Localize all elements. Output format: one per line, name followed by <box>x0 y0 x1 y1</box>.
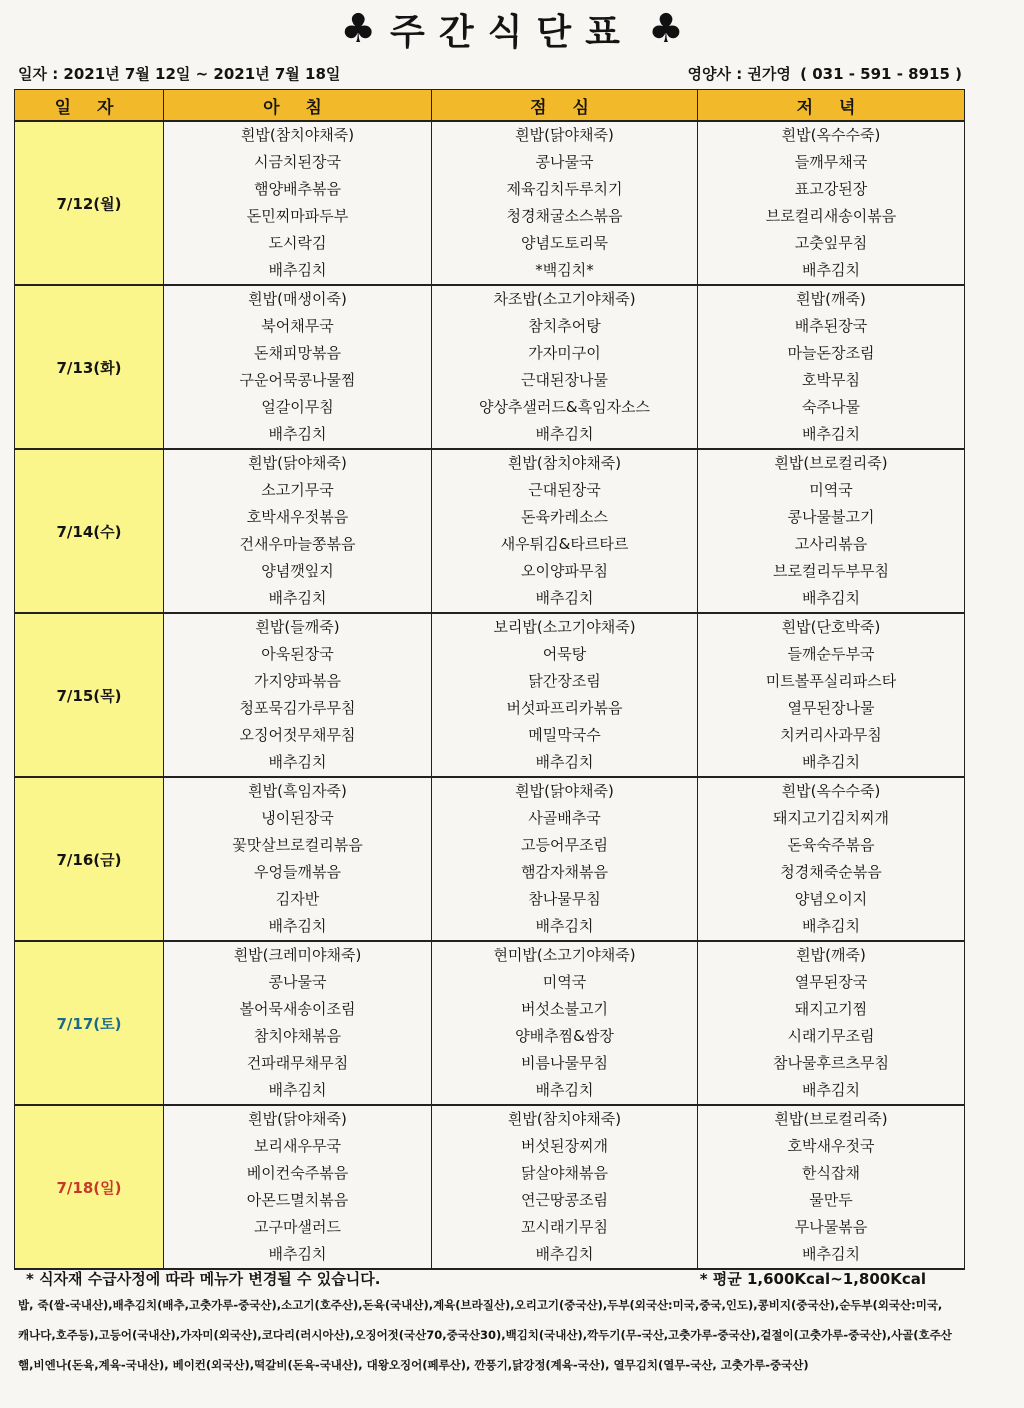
menu-item: 꼬시래기무침 <box>521 1218 608 1236</box>
origin-line: 밥, 죽(쌀-국내산),배추김치(배추,고춧가루-중국산),소고기(호주산),돈육(국내산),계육(브라질산),오리고기(중국산),두부(외국산:미국,중국,인도),콩비지(중국산),순두부(외국산:미국, <box>18 1298 943 1312</box>
menu-item: 흰밥(옥수수죽) <box>781 126 881 144</box>
menu-item: 참나물후르츠무침 <box>773 1054 889 1072</box>
menu-item: 배추김치 <box>535 753 594 771</box>
menu-item: 참치야채볶음 <box>254 1027 341 1045</box>
menu-item: 미역국 <box>809 481 853 499</box>
page-title: 주간식단표 <box>390 11 634 53</box>
menu-item: 한식잡채 <box>802 1164 860 1182</box>
dinner-cell <box>698 1105 965 1269</box>
day-row <box>15 613 965 777</box>
menu-item: 현미밥(소고기야채죽) <box>493 946 636 964</box>
menu-item: 숙주나물 <box>802 398 860 416</box>
header-dinner: 저 녁 <box>698 90 965 122</box>
dinner-cell <box>698 941 965 1105</box>
day-row <box>15 449 965 613</box>
menu-item: 돼지고기김치찌개 <box>773 809 889 827</box>
breakfast-cell <box>164 121 432 285</box>
menu-item: 흰밥(닭야채죽) <box>515 782 614 800</box>
menu-item: 고춧잎무침 <box>794 234 868 252</box>
menu-item: 참치추어탕 <box>528 317 601 335</box>
menu-item: 청경채굴소스볶음 <box>506 207 623 225</box>
breakfast-list <box>164 942 431 1104</box>
header-date: 일 자 <box>15 90 164 122</box>
menu-item: 호박무침 <box>802 371 860 389</box>
menu-item: 들깨무채국 <box>794 153 868 171</box>
dinner-list <box>698 286 964 448</box>
title-row <box>0 4 1024 54</box>
menu-item: 버섯된장찌개 <box>521 1137 608 1155</box>
menu-item: 오이양파무침 <box>521 562 608 580</box>
menu-item: 얼갈이무침 <box>261 398 334 416</box>
day-date: 7/17(토) <box>15 941 164 1105</box>
menu-item: 청경채죽순볶음 <box>780 863 882 881</box>
menu-item: 배추김치 <box>268 753 327 771</box>
header-breakfast: 아 침 <box>164 90 432 122</box>
dinner-list <box>698 450 964 612</box>
menu-item: 시래기무조림 <box>787 1027 875 1045</box>
lunch-cell <box>432 121 698 285</box>
menu-item: 열무된장국 <box>794 973 868 991</box>
menu-item: 어묵탕 <box>542 645 587 663</box>
menu-item: 근대된장국 <box>528 481 601 499</box>
menu-item: 돈채피망볶음 <box>254 344 341 362</box>
menu-item: 건새우마늘쫑볶음 <box>239 535 356 553</box>
breakfast-list <box>164 614 431 776</box>
menu-item: 양배추찜&쌈장 <box>515 1027 614 1045</box>
dietitian-label: 영양사 : 권가영 <box>687 64 791 83</box>
menu-item: 배추김치 <box>802 917 860 935</box>
origin-line: 햄,비엔나(돈육,계육-국내산), 베이컨(외국산),떡갈비(돈육-국내산), 대왕오징어(페루산), 깐풍기,닭강정(계육-국산), 열무김치(열무-국산, 고춧가루-중국산) <box>18 1358 809 1372</box>
menu-item: 햄감자채볶음 <box>521 863 608 881</box>
menu-item: 오징어젓무채무침 <box>239 726 356 744</box>
menu-item: 배추김치 <box>268 425 327 443</box>
menu-item: 배추김치 <box>802 753 860 771</box>
header-lunch: 점 심 <box>432 90 698 122</box>
menu-item: 돈육카레소스 <box>521 508 608 526</box>
club-icon: ♣ <box>340 6 377 52</box>
menu-item: 비름나물무침 <box>521 1054 608 1072</box>
menu-item: 김자반 <box>275 890 320 908</box>
breakfast-list <box>164 286 431 448</box>
dinner-list <box>698 1106 964 1268</box>
dinner-cell <box>698 121 965 285</box>
dinner-cell <box>698 449 965 613</box>
lunch-list <box>432 614 697 776</box>
breakfast-cell <box>164 941 432 1105</box>
menu-item: 들깨순두부국 <box>787 645 875 663</box>
menu-item: 배추김치 <box>802 425 860 443</box>
menu-item: 배추김치 <box>802 589 860 607</box>
notes-row <box>26 1266 926 1290</box>
menu-item: 보리새우무국 <box>254 1137 341 1155</box>
menu-item: 흰밥(브로컬리죽) <box>774 1110 888 1128</box>
day-date: 7/12(월) <box>15 121 164 285</box>
day-date: 7/14(수) <box>15 449 164 613</box>
calorie-note: * 평균 1,600Kcal~1,800Kcal <box>699 1269 926 1288</box>
lunch-list <box>432 1106 697 1268</box>
menu-item: 메밀막국수 <box>528 726 601 744</box>
dinner-list <box>698 614 964 776</box>
menu-item: 배추김치 <box>802 1081 860 1099</box>
menu-item: 열무된장나물 <box>787 699 875 717</box>
day-row <box>15 121 965 285</box>
menu-item: 버섯소불고기 <box>521 1000 608 1018</box>
menu-item: 아욱된장국 <box>261 645 334 663</box>
menu-item: 흰밥(단호박죽) <box>781 618 881 636</box>
menu-item: 흰밥(브로컬리죽) <box>774 454 888 472</box>
origin-line: 캐나다,호주등),고등어(국내산),가자미(외국산),코다리(러시아산),오징어젓(국산70,중국산30),백김치(국내산),깍두기(무-국산,고춧가루-중국산),겉절이(고춧가루-중국산),사골(호주산 <box>18 1328 952 1342</box>
menu-item: 아몬드멸치볶음 <box>246 1191 349 1209</box>
menu-item: 배추김치 <box>268 261 327 279</box>
menu-item: 흰밥(매생이죽) <box>248 290 347 308</box>
menu-item: 배추김치 <box>535 425 594 443</box>
menu-item: 배추김치 <box>535 917 594 935</box>
menu-item: 새우튀김&타르타르 <box>500 535 629 553</box>
menu-item: 콩나물국 <box>268 973 327 991</box>
breakfast-cell <box>164 285 432 449</box>
lunch-list <box>432 286 697 448</box>
menu-item: 배추김치 <box>535 1081 594 1099</box>
menu-item: 양념오이지 <box>794 890 868 908</box>
menu-item: 호박새우젓볶음 <box>246 508 349 526</box>
menu-item: 시금치된장국 <box>254 153 341 171</box>
breakfast-list <box>164 122 431 284</box>
lunch-cell <box>432 1105 698 1269</box>
dinner-list <box>698 942 964 1104</box>
breakfast-list <box>164 1106 431 1268</box>
menu-item: 콩나물국 <box>535 153 594 171</box>
day-row <box>15 1105 965 1269</box>
menu-item: 흰밥(닭야채죽) <box>248 1110 347 1128</box>
origin-info <box>18 1290 968 1380</box>
day-date: 7/15(목) <box>15 613 164 777</box>
menu-item: 참나물무침 <box>528 890 601 908</box>
menu-item: 미트볼푸실리파스타 <box>765 672 897 690</box>
lunch-cell <box>432 449 698 613</box>
menu-item: 보리밥(소고기야채죽) <box>493 618 636 636</box>
menu-item: 브로컬리두부무침 <box>773 562 889 580</box>
menu-item: 흰밥(깨죽) <box>796 946 866 964</box>
menu-item: 배추김치 <box>268 1081 327 1099</box>
dinner-cell <box>698 613 965 777</box>
menu-item: 고사리볶음 <box>794 535 868 553</box>
menu-item: 제육김치두루치기 <box>506 180 623 198</box>
dinner-list <box>698 122 964 284</box>
day-row <box>15 777 965 941</box>
dietitian-phone: ( 031 - 591 - 8915 ) <box>800 64 962 83</box>
lunch-list <box>432 450 697 612</box>
dietitian-info <box>688 63 963 84</box>
menu-item: 배추김치 <box>268 589 327 607</box>
lunch-cell <box>432 777 698 941</box>
menu-item: 돈민찌마파두부 <box>246 207 349 225</box>
menu-item: 배추김치 <box>268 1245 327 1263</box>
menu-item: 볼어묵새송이조림 <box>239 1000 356 1018</box>
dinner-cell <box>698 285 965 449</box>
day-row <box>15 941 965 1105</box>
menu-item: 흰밥(닭야채죽) <box>515 126 614 144</box>
menu-item: 소고기무국 <box>261 481 334 499</box>
breakfast-cell <box>164 1105 432 1269</box>
menu-item: 배추김치 <box>802 261 860 279</box>
menu-item: 흰밥(참치야채죽) <box>507 1110 622 1128</box>
menu-item: 베이컨숙주볶음 <box>246 1164 349 1182</box>
lunch-list <box>432 122 697 284</box>
menu-item: 꽃맛살브로컬리볶음 <box>232 836 363 854</box>
menu-table <box>14 89 965 1270</box>
menu-item: 양상추샐러드&흑임자소스 <box>478 398 651 416</box>
menu-item: 우엉들깨볶음 <box>254 863 341 881</box>
day-date: 7/13(화) <box>15 285 164 449</box>
meta-row <box>18 60 962 86</box>
menu-item: 닭간장조림 <box>528 672 601 690</box>
menu-item: 연근땅콩조림 <box>521 1191 608 1209</box>
menu-item: 배추김치 <box>268 917 327 935</box>
lunch-list <box>432 942 697 1104</box>
menu-item: 물만두 <box>809 1191 853 1209</box>
menu-item: 미역국 <box>542 973 587 991</box>
change-notice: * 식자재 수급사정에 따라 메뉴가 변경될 수 있습니다. <box>26 1269 381 1288</box>
menu-item: 흰밥(참치야채죽) <box>240 126 355 144</box>
menu-item: 햄양배추볶음 <box>254 180 341 198</box>
menu-item: 구운어묵콩나물찜 <box>239 371 356 389</box>
breakfast-list <box>164 450 431 612</box>
period-label: 일자 : 2021년 7월 12일 ~ 2021년 7월 18일 <box>18 64 341 83</box>
dinner-list <box>698 778 964 940</box>
menu-item: 배추김치 <box>535 589 594 607</box>
menu-item: 무나물볶음 <box>794 1218 868 1236</box>
breakfast-cell <box>164 449 432 613</box>
menu-item: 콩나물불고기 <box>787 508 875 526</box>
menu-item: 돼지고기찜 <box>794 1000 868 1018</box>
menu-item: 표고강된장 <box>794 180 868 198</box>
menu-item: 배추김치 <box>802 1245 860 1263</box>
menu-item: 치커리사과무침 <box>780 726 882 744</box>
menu-item: 사골배추국 <box>528 809 601 827</box>
menu-item: 브로컬리새송이볶음 <box>765 207 897 225</box>
menu-item: 배추된장국 <box>794 317 868 335</box>
day-row <box>15 285 965 449</box>
menu-item: 가자미구이 <box>528 344 601 362</box>
menu-item: 흰밥(닭야채죽) <box>248 454 347 472</box>
menu-item: *백김치* <box>535 261 594 279</box>
menu-item: 고구마샐러드 <box>254 1218 341 1236</box>
menu-item: 닭살야채볶음 <box>521 1164 608 1182</box>
menu-item: 양념깻잎지 <box>261 562 334 580</box>
menu-item: 근대된장나물 <box>521 371 608 389</box>
header-row <box>15 90 965 122</box>
menu-item: 흰밥(참치야채죽) <box>507 454 622 472</box>
menu-item: 건파래무채무침 <box>246 1054 349 1072</box>
menu-item: 흰밥(옥수수죽) <box>781 782 881 800</box>
menu-item: 차조밥(소고기야채죽) <box>493 290 636 308</box>
lunch-cell <box>432 613 698 777</box>
menu-item: 고등어무조림 <box>521 836 608 854</box>
menu-item: 흰밥(들깨죽) <box>255 618 340 636</box>
menu-item: 가지양파볶음 <box>254 672 341 690</box>
lunch-cell <box>432 285 698 449</box>
dinner-cell <box>698 777 965 941</box>
breakfast-cell <box>164 613 432 777</box>
day-date: 7/16(금) <box>15 777 164 941</box>
menu-item: 북어채무국 <box>261 317 334 335</box>
breakfast-list <box>164 778 431 940</box>
menu-item: 흰밥(깨죽) <box>796 290 866 308</box>
menu-item: 배추김치 <box>535 1245 594 1263</box>
menu-item: 흰밥(크레미야채죽) <box>233 946 362 964</box>
lunch-list <box>432 778 697 940</box>
breakfast-cell <box>164 777 432 941</box>
menu-item: 호박새우젓국 <box>787 1137 875 1155</box>
club-icon: ♣ <box>647 6 684 52</box>
menu-item: 청포묵김가루무침 <box>239 699 356 717</box>
menu-item: 도시락김 <box>268 234 327 252</box>
menu-item: 버섯파프리카볶음 <box>506 699 623 717</box>
lunch-cell <box>432 941 698 1105</box>
day-date: 7/18(일) <box>15 1105 164 1269</box>
menu-item: 마늘돈장조림 <box>787 344 875 362</box>
menu-item: 냉이된장국 <box>261 809 334 827</box>
menu-item: 흰밥(흑임자죽) <box>248 782 347 800</box>
menu-item: 양념도토리묵 <box>521 234 608 252</box>
menu-item: 돈육숙주볶음 <box>787 836 875 854</box>
